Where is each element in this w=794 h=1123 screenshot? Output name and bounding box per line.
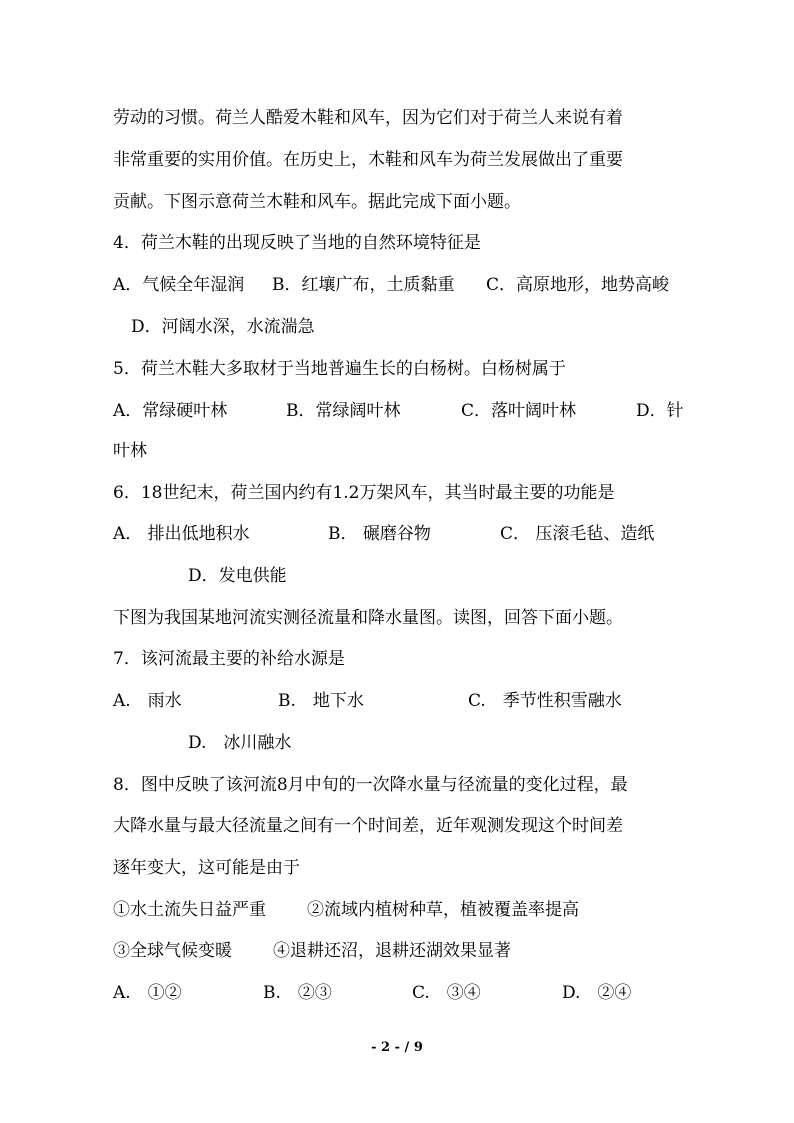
- intro-line-2: 非常重要的实用价值。在历史上，木鞋和风车为荷兰发展做出了重要: [113, 150, 623, 170]
- q8-option-a: A. ①②: [113, 983, 182, 1003]
- q4-option-a: A．气候全年湿润: [113, 275, 245, 295]
- q8-stem-line-1: 8．图中反映了该河流8月中旬的一次降水量与径流量的变化过程，最: [113, 775, 628, 795]
- q5-option-d: D．针: [636, 401, 684, 421]
- q6-option-d: D．发电供能: [188, 566, 287, 586]
- q5-options-row: [113, 400, 683, 422]
- q8-items-row-1: [113, 899, 683, 921]
- q7-option-c: C. 季节性积雪融水: [468, 691, 622, 711]
- q7-option-a: A. 雨水: [113, 691, 182, 711]
- q7-option-d: D. 冰川融水: [188, 733, 292, 753]
- q5-option-a: A．常绿硬叶林: [113, 401, 228, 421]
- q8-option-c: C. ③④: [412, 983, 481, 1003]
- q5-stem: 5．荷兰木鞋大多取材于当地普遍生长的白杨树。白杨树属于: [113, 359, 566, 379]
- q8-option-d: D. ②④: [562, 983, 632, 1003]
- q5-option-c: C．落叶阔叶林: [461, 401, 577, 421]
- q8-item-1: ①水土流失日益严重: [113, 900, 266, 920]
- q7-stem: 7．该河流最主要的补给水源是: [113, 649, 345, 669]
- q8-option-b: B. ②③: [263, 983, 332, 1003]
- q8-options-row: [113, 982, 683, 1004]
- q6-option-b: B． 碾磨谷物: [328, 524, 431, 544]
- q8-item-2: ②流域内植树种草，植被覆盖率提高: [307, 900, 579, 920]
- q6-option-c: C． 压滚毛毡、造纸: [500, 524, 655, 544]
- q4-stem: 4．荷兰木鞋的出现反映了当地的自然环境特征是: [113, 233, 481, 253]
- q7-option-b: B. 地下水: [278, 691, 364, 711]
- q8-stem-line-3: 逐年变大，这可能是由于: [113, 858, 300, 878]
- intro-line-1: 劳动的习惯。荷兰人酷爱木鞋和风车，因为它们对于荷兰人来说有着: [113, 108, 623, 128]
- q8-item-3: ③全球气候变暖: [113, 941, 232, 961]
- q6-stem: 6．18世纪末，荷兰国内约有1.2万架风车，其当时最主要的功能是: [113, 483, 615, 503]
- page-number: - 2 - / 9: [371, 1040, 423, 1055]
- q6-options-row: [113, 523, 683, 545]
- q8-item-4: ④退耕还沼，退耕还湖效果显著: [273, 941, 511, 961]
- intro-2: 下图为我国某地河流实测径流量和降水量图。读图，回答下面小题。: [113, 608, 623, 628]
- q7-options-row: [113, 690, 683, 712]
- q5-option-b: B．常绿阔叶林: [286, 401, 401, 421]
- intro-line-3: 贡献。下图示意荷兰木鞋和风车。据此完成下面小题。: [113, 192, 521, 212]
- q4-option-c: C．高原地形，地势高峻: [486, 275, 670, 295]
- q6-option-a: A． 排出低地积水: [113, 524, 250, 544]
- q8-items-row-2: [113, 940, 683, 962]
- q4-options-row: [113, 274, 683, 296]
- q8-stem-line-2: 大降水量与最大径流量之间有一个时间差，近年观测发现这个时间差: [113, 816, 623, 836]
- q4-option-d: D．河阔水深，水流湍急: [131, 317, 315, 337]
- q5-option-d-continued: 叶林: [113, 441, 147, 461]
- q4-option-b: B．红壤广布，土质黏重: [272, 275, 455, 295]
